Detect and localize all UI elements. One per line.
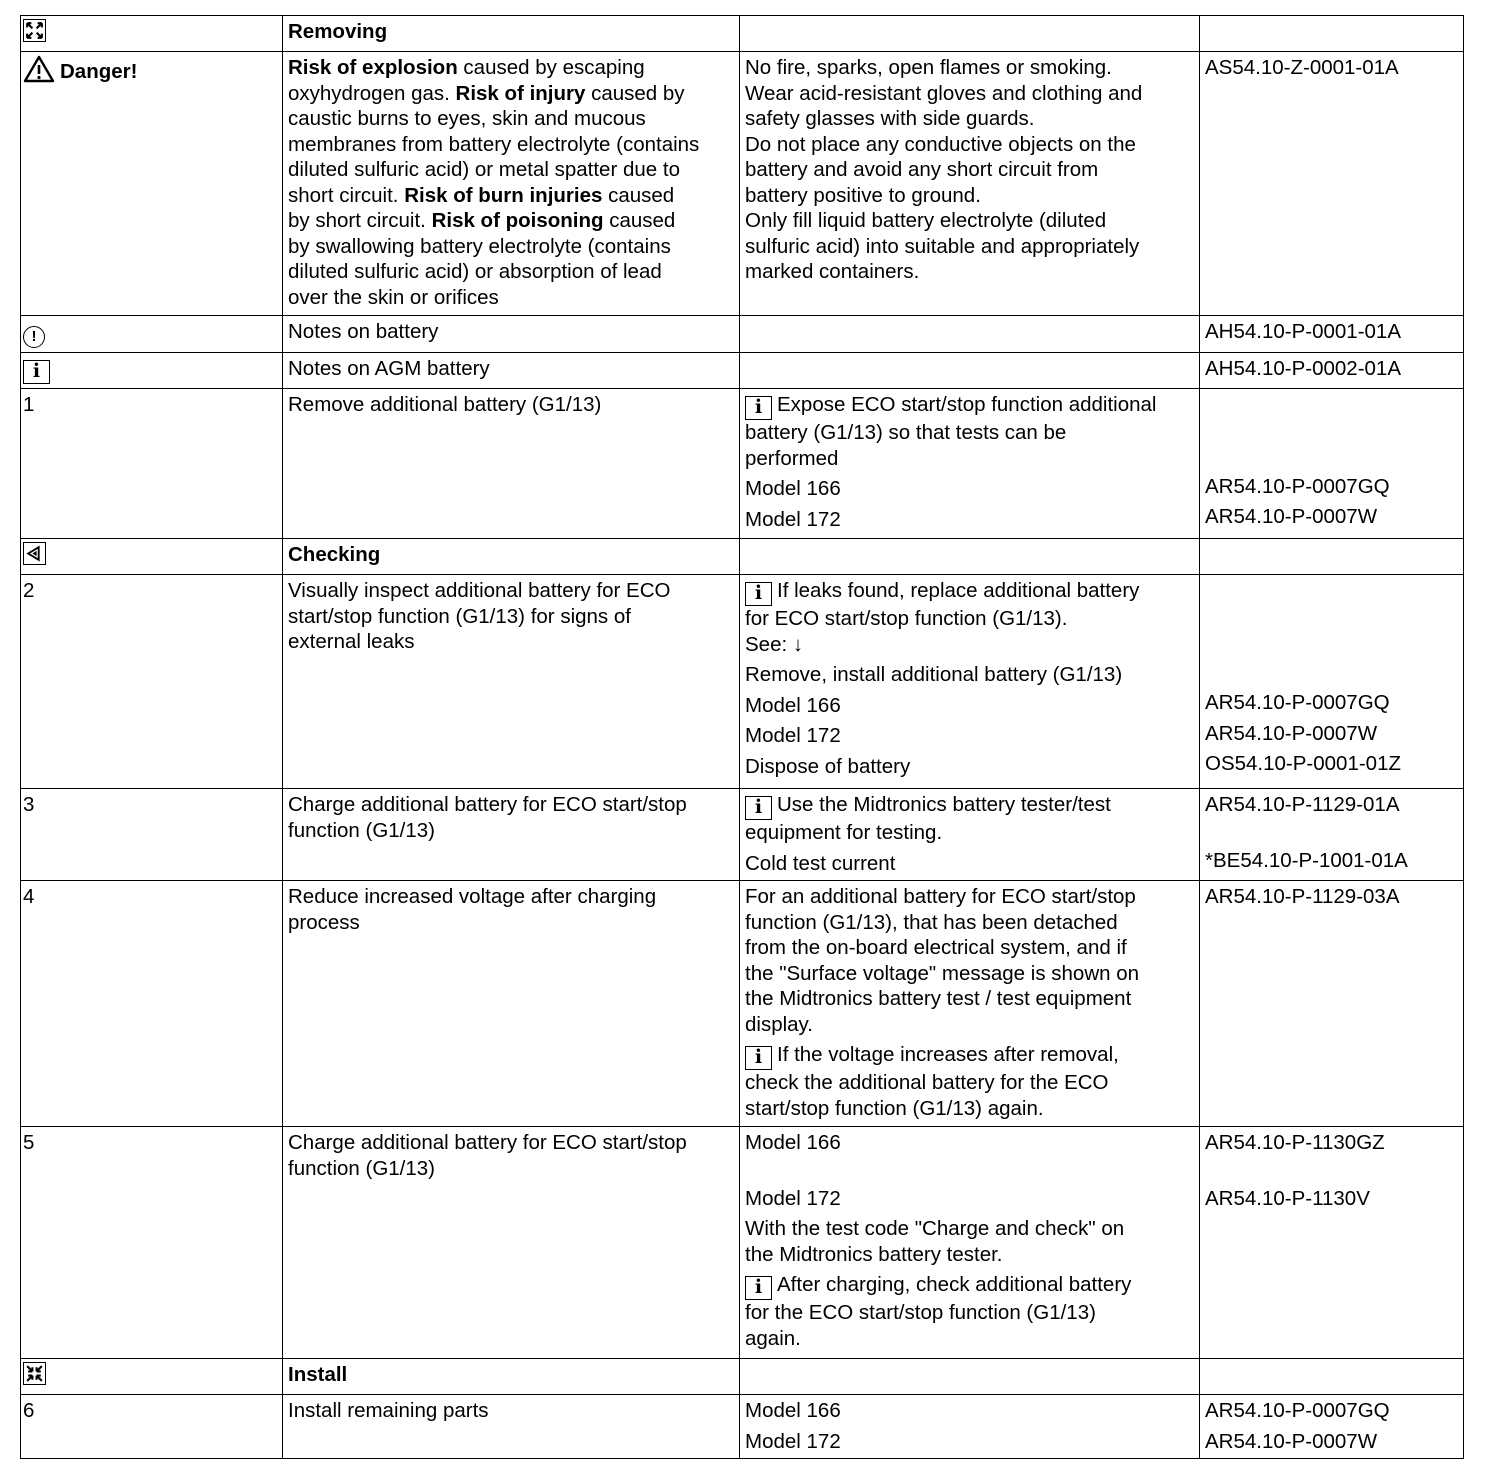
step-number: 6: [23, 1399, 35, 1422]
model-ref: AR54.10-P-0007W: [1205, 505, 1378, 528]
info-icon: i: [745, 796, 772, 820]
section-title-install: Install: [288, 1363, 348, 1386]
step-row-3: 3 Charge additional battery for ECO start/stop function (G1/13) i Use the Midtronics battery tester/test equipment for testing. Cold test current AR54.10-P-1129-01A *BE54.10-P-1001-01A: [21, 789, 1464, 881]
step-text: Remove additional battery (G1/13): [288, 393, 602, 416]
step-row-5: 5 Charge additional battery for ECO start/stop function (G1/13) Model 166 Model 172 With the test code "Charge and check" on the Midtronics battery tester. i After charging, check additional battery for the ECO start/stop function (G1/13) again. AR54.10-P-1130GZ AR54.10-P-1130V: [21, 1127, 1464, 1359]
model-ref: AR54.10-P-0007W: [1205, 721, 1378, 745]
step-number: 1: [23, 393, 35, 416]
warning-triangle-icon: [23, 55, 55, 83]
step-text: Install remaining parts: [288, 1399, 489, 1422]
step-number: 5: [23, 1131, 35, 1154]
model-ref: AR54.10-P-1130GZ: [1205, 1131, 1385, 1154]
removing-icon: [23, 19, 46, 42]
step-number: 4: [23, 885, 35, 908]
section-row-install: [21, 1359, 1464, 1395]
danger-label: Danger!: [60, 60, 138, 83]
model-label: Model 166: [745, 477, 841, 500]
notes-agm-text: Notes on AGM battery: [288, 357, 490, 380]
step-row-6: 6 Install remaining parts Model 166 Model 172 AR54.10-P-0007GQ AR54.10-P-0007W: [21, 1395, 1464, 1459]
notes-battery-ref: AH54.10-P-0001-01A: [1205, 320, 1402, 343]
step-ref: AR54.10-P-1129-03A: [1205, 885, 1400, 908]
section-row-removing: [21, 16, 1464, 52]
model-ref: OS54.10-P-0001-01Z: [1205, 752, 1402, 775]
see-link[interactable]: See: ↓: [745, 632, 804, 656]
model-ref: AR54.10-P-0007GQ: [1205, 1399, 1390, 1422]
procedure-table: [20, 15, 1464, 1459]
model-label: Model 172: [745, 507, 841, 531]
info-icon: i: [23, 360, 50, 384]
info-icon: i: [745, 582, 772, 606]
notes-agm-ref: AH54.10-P-0002-01A: [1205, 357, 1402, 380]
model-ref: AR54.10-P-0007W: [1205, 1429, 1378, 1453]
danger-ref: AS54.10-Z-0001-01A: [1205, 56, 1399, 79]
notes-battery-row: [21, 316, 1464, 353]
section-row-checking: [21, 539, 1464, 575]
model-ref: AR54.10-P-0007GQ: [1205, 691, 1390, 714]
danger-description: Risk of explosion caused by escaping oxyhydrogen gas. Risk of injury caused by caustic burns to eyes, skin and mucous membranes from battery electrolyte (contains diluted sulfuric acid) or metal spatter due to short circuit. Risk of burn injuries caused by short circuit. Risk of poisoning caused by swallowing battery electrolyte (contains diluted sulfuric acid) or absorption of lead over the skin or orifices: [283, 52, 740, 316]
cold-test-ref: *BE54.10-P-1001-01A: [1205, 849, 1408, 872]
step-row-4: 4 Reduce increased voltage after charging process For an additional battery for ECO start/stop function (G1/13), that has been detached from the on-board electrical system, and if the "Surface voltage" message is shown on the Midtronics battery test / test equipment display. i If the voltage increases after removal, check the additional battery for the ECO start/stop function (G1/13) again. AR54.10-P-1129-03A: [21, 881, 1464, 1127]
model-ref: AR54.10-P-1130V: [1205, 1186, 1370, 1210]
section-title-checking: Checking: [288, 543, 381, 566]
info-icon: i: [745, 1276, 772, 1300]
step-ref: AR54.10-P-1129-01A: [1205, 793, 1400, 816]
step-number: 2: [23, 579, 35, 602]
section-title-removing: Removing: [288, 20, 388, 43]
checking-icon: [23, 542, 46, 565]
danger-row: [21, 52, 1464, 316]
install-icon: [23, 1362, 46, 1385]
step-row-2: 2 Visually inspect additional battery for ECO start/stop function (G1/13) for signs of external leaks i If leaks found, replace additional battery for ECO start/stop function (G1/13). See: ↓ Remove, install additional battery (G1/13) Model 166 Model 172 Dispose of battery AR54.10-P-0007GQ AR54.10-P-0007W OS54.10-P-0001-01Z: [21, 575, 1464, 789]
step-row-1: 1 Remove additional battery (G1/13) i Expose ECO start/stop function additional battery (G1/13) so that tests can be performed Model 166 Model 172 AR54.10-P-0007GQ AR54.10-P-0007W: [21, 389, 1464, 539]
info-icon: i: [745, 1046, 772, 1070]
note-circle-icon: !: [23, 326, 45, 348]
model-ref: AR54.10-P-0007GQ: [1205, 474, 1390, 498]
notes-agm-row: [21, 353, 1464, 389]
step-number: 3: [23, 793, 35, 816]
notes-battery-text: Notes on battery: [288, 320, 439, 343]
danger-measures: No fire, sparks, open flames or smoking. Wear acid-resistant gloves and clothing and safety glasses with side guards. Do not place any conductive objects on the battery and avoid any short circuit from battery positive to ground. Only fill liquid battery electrolyte (diluted sulfuric acid) into suitable and appropriately marked containers.: [740, 52, 1200, 316]
info-icon: i: [745, 396, 772, 420]
